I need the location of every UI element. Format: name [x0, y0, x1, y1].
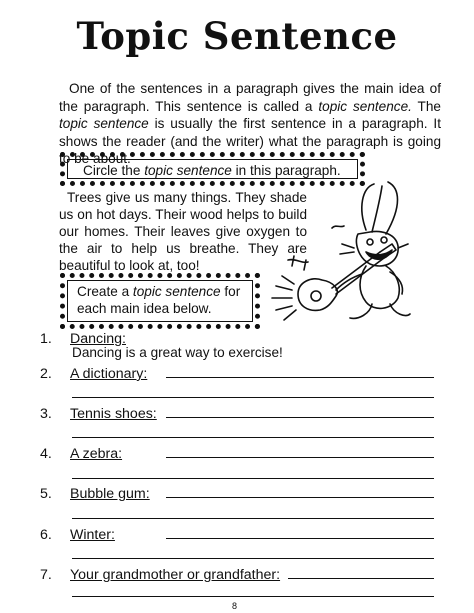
rabbit-guitar-illustration [262, 178, 412, 328]
answer-line[interactable] [72, 397, 434, 398]
answer-line[interactable] [72, 437, 434, 438]
answer-line[interactable] [72, 596, 434, 597]
list-item-6: 6. Winter: [40, 527, 115, 543]
example-answer: Dancing is a great way to exercise! [72, 345, 283, 360]
list-item-1: 1. Dancing: [40, 331, 126, 347]
intro-paragraph: One of the sentences in a paragraph gives the main idea of the paragraph. This sentence is called a topic sentence. The topic sentence is usually the first sentence in a paragraph. It shows the reader (and the writer) what the paragraph is going to be about. [59, 81, 441, 166]
list-item-2: 2. A dictionary: [40, 366, 148, 382]
page-title: Topic Sentence [76, 14, 398, 58]
answer-line[interactable] [72, 518, 434, 519]
trees-paragraph: Trees give us many things. They shade us on hot days. Their wood helps to build our homes. Their leaves give oxygen to the air to help us breathe. They are beautiful to look at, too! [59, 190, 307, 273]
answer-line[interactable] [72, 558, 434, 559]
page-number: 8 [232, 601, 238, 611]
instruction-box-circle: Circle the topic sentence in this paragraph. [60, 152, 365, 186]
answer-line[interactable] [72, 478, 434, 479]
list-item-3: 3. Tennis shoes: [40, 406, 157, 422]
list-item-5: 5. Bubble gum: [40, 486, 150, 502]
answer-line[interactable] [166, 377, 434, 378]
list-item-7: 7. Your grandmother or grandfather: [40, 567, 281, 583]
instruction-box-create: Create a topic sentence for each main idea below. [60, 273, 260, 329]
answer-line[interactable] [166, 538, 434, 539]
answer-line[interactable] [166, 457, 434, 458]
answer-line[interactable] [166, 497, 434, 498]
answer-line[interactable] [166, 417, 434, 418]
answer-line[interactable] [288, 578, 434, 579]
list-item-4: 4. A zebra: [40, 446, 123, 462]
